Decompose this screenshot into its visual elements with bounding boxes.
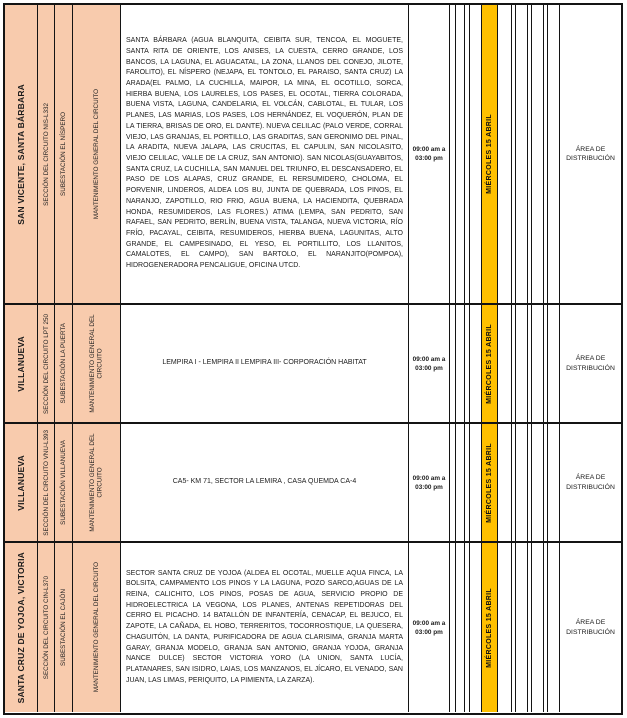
highlighted-day-cell (482, 5, 498, 303)
maintenance-type-label: MANTENIMIENTO GENERAL DEL CIRCUITO (88, 433, 104, 532)
substation-cell (55, 5, 73, 303)
empty-grid-cell (532, 424, 544, 541)
maintenance-type-label: MANTENIMIENTO GENERAL DEL CIRCUITO (92, 88, 100, 220)
empty-grid-cell (470, 305, 482, 422)
empty-grid-cell (456, 543, 465, 712)
empty-grid-cell (498, 543, 512, 712)
department-label: VILLANUEVA (16, 335, 26, 392)
outage-schedule-table (3, 3, 623, 715)
schedule-time-text: 09:00 am a 03:00 pm (412, 474, 446, 491)
schedule-row (5, 424, 621, 543)
maintenance-type-cell (73, 5, 122, 303)
highlighted-day-cell (482, 424, 498, 541)
substation-cell (55, 424, 73, 541)
empty-grid-cell (498, 424, 512, 541)
department-cell (5, 305, 38, 422)
maintenance-type-cell (73, 305, 122, 422)
affected-areas-cell (121, 424, 409, 541)
affected-areas-text: LEMPIRA I - LEMPIRA II LEMPIRA III- CORPORACIÓN HABITAT (162, 359, 367, 367)
distribution-area-label: ÁREA DE DISTRIBUCIÓN (566, 145, 615, 162)
circuit-section-cell (38, 543, 55, 712)
highlighted-day-cell (482, 305, 498, 422)
schedule-time-cell (409, 543, 450, 712)
schedule-time-cell (409, 5, 450, 303)
empty-grid-cell (470, 5, 482, 303)
maintenance-type-cell (73, 543, 122, 712)
circuit-section-label: SECCIÓN DEL CIRCUITO CIN-L370 (42, 575, 50, 680)
affected-areas-cell (121, 543, 409, 712)
schedule-time-cell (409, 424, 450, 541)
schedule-time-cell (409, 305, 450, 422)
empty-grid-cell (516, 543, 528, 712)
department-cell (5, 5, 38, 303)
circuit-section-cell (38, 305, 55, 422)
distribution-area-cell (560, 305, 621, 422)
empty-grid-cell (548, 543, 560, 712)
distribution-area-label: ÁREA DE DISTRIBUCIÓN (566, 619, 615, 636)
substation-label: SUBESTACIÓN LA PUERTA (59, 323, 67, 404)
substation-label: SUBESTACIÓN EL CAJÓN (59, 589, 67, 666)
maintenance-type-label: MANTENIMIENTO GENERAL DEL CIRCUITO (92, 562, 100, 693)
schedule-row (5, 305, 621, 424)
substation-label: SUBESTACIÓN VILLANUEVA (59, 440, 67, 525)
empty-grid-cell (532, 543, 544, 712)
empty-grid-cell (456, 5, 465, 303)
circuit-section-label: SECCIÓN DEL CIRCUITO VNU-L393 (42, 429, 50, 536)
empty-grid-cell (456, 305, 465, 422)
schedule-time-text: 09:00 am a 03:00 pm (412, 146, 446, 162)
schedule-row (5, 543, 621, 712)
highlighted-day-label: MIÉRCOLES 15 ABRIL (486, 442, 493, 523)
substation-cell (55, 543, 73, 712)
circuit-section-label: SECCIÓN DEL CIRCUITO NIS-L332 (42, 102, 50, 206)
empty-grid-cell (498, 305, 512, 422)
highlighted-day-label: MIÉRCOLES 15 ABRIL (486, 323, 493, 404)
highlighted-day-label: MIÉRCOLES 15 ABRIL (486, 114, 493, 194)
maintenance-type-label: MANTENIMIENTO GENERAL DEL CIRCUITO (88, 314, 104, 413)
department-label: SANTA CRUZ DE YOJOA, VICTORIA (16, 551, 26, 704)
substation-label: SUBESTACIÓN EL NÍSPERO (59, 112, 67, 196)
affected-areas-cell (121, 305, 409, 422)
empty-grid-cell (470, 424, 482, 541)
schedule-row (5, 5, 621, 305)
empty-grid-cell (548, 5, 560, 303)
distribution-area-cell (560, 424, 621, 541)
department-cell (5, 543, 38, 712)
circuit-section-cell (38, 424, 55, 541)
affected-areas-text: CA5- KM 71, SECTOR LA LEMIRA , CASA QUEMDA CA-4 (172, 478, 357, 486)
empty-grid-cell (498, 5, 512, 303)
distribution-area-cell (560, 543, 621, 712)
distribution-area-cell (560, 5, 621, 303)
empty-grid-cell (548, 305, 560, 422)
highlighted-day-cell (482, 543, 498, 712)
department-label: VILLANUEVA (16, 454, 26, 511)
empty-grid-cell (456, 424, 465, 541)
empty-grid-cell (548, 424, 560, 541)
circuit-section-label: SECCIÓN DEL CIRCUITO LPT 250 (42, 313, 50, 414)
empty-grid-cell (516, 424, 528, 541)
empty-grid-cell (516, 5, 528, 303)
empty-grid-cell (470, 543, 482, 712)
empty-grid-cell (532, 5, 544, 303)
schedule-time-text: 09:00 am a 03:00 pm (412, 355, 446, 372)
affected-areas-text: SANTA BÁRBARA (AGUA BLANQUITA, CEIBITA SUR, TENCOA, EL MOGUETE, SANTA RITA DE ORIENTE, LOS ANISES, LA CUESTA, CERRO GRANDE, LOS BANCOS, LA LAGUNA, EL AGUACATAL, LA ZONA, LLANOS DEL CONEJO, JILOTE, FAROLITO), EL NÍSPERO (NEJAPA, EL TONTOLO, EL PARAISO, SANTA CRUZ) LA ARADA(EL PALMO, LA CUCHILLA, MAIPOR, LA MINA, EL OCOTILLO, SORCA, HIERBA BUENA, LOS LAURELES, LOS PASES, EL OCOTAL, TIERRA COLORADA, BUENA VISTA, LAGUNA, CANDELARIA, EL VOLCÁN, CABLOTAL, EL TULAR, LOS PLANES, LAS MARIAS, LOS PASES, LOS HERNÁNDEZ, EL VOQUERÓN, PLAN DE LA TIERRA, BRISAS DE ORO, EL DANTE). NUEVA CELILAC (PALO VERDE, CORRAL VIEJO, LAS GRANJAS, EL PORTILLO, LAS GRADITAS, SAN GERONIMO DEL PINAL, LA ARADITA, NUEVA JALAPA, LAS CRUCITAS, EL CAPULIN, SAN NICOLASITO, VIEJO CELILAC, VALLE DE LA CRUZ, SAN ANTONIO). SAN NICOLAS(GUAYABITOS, SANTA CRUZ, LA CUCHILLA, SAN MANUEL DEL TRIUNFO, EL DESCANSADERO, EL PASO DE LOS ALAPAS, CRUZ GRANDE, EL RERSUMIDERO, CHOLOMA, EL PORVENIR, LINDEROS, ALDEA LOS BU, JUNTA DE QUEBRADA, LOS PINOS, EL NARANJO, ZAPOTILLO, RIO FRIO, AGUA BUENA, LA HACIENDITA, QUEBRADA HONDA, RESUMIDEROS, LAS FLORES.) ATIMA (LEMPA, SAN PEDRITO, SAN RAFAEL, SAN PEDRITO, BERLÍN, BUENA VISTA, TALANGA, NUEVA VICTORIA, RÍO FRÍO, PACAYAL, CEIBITA, RESUMIDEROS, HIERBA BUENA, LAGUNITAS, ALTO GRANDE, EL CAMPESINADO, EL YESO, EL PORTILLITO, LOS LLANITOS, CAMALOTES, EL CAMPO), SAN BARTOLO, EL NARANJITO(POMPOA), HIDROGENERADORA PENCALIGUE, OFICINA UTCD. (126, 37, 403, 270)
department-label: SAN VICENTE, SANTA BÁRBARA (16, 83, 26, 225)
circuit-section-cell (38, 5, 55, 303)
highlighted-day-label: MIÉRCOLES 15 ABRIL (486, 587, 493, 668)
department-cell (5, 424, 38, 541)
affected-areas-cell (121, 5, 409, 303)
substation-cell (55, 305, 73, 422)
schedule-time-text: 09:00 am a 03:00 pm (412, 619, 446, 636)
maintenance-type-cell (73, 424, 122, 541)
empty-grid-cell (532, 305, 544, 422)
empty-grid-cell (516, 305, 528, 422)
distribution-area-label: ÁREA DE DISTRIBUCIÓN (566, 355, 615, 372)
distribution-area-label: ÁREA DE DISTRIBUCIÓN (566, 474, 615, 491)
affected-areas-text: SECTOR SANTA CRUZ DE YOJOA (ALDEA EL OCOTAL, MUELLE AQUA FINCA, LA BOLSITA, CAMPAMENTO LOS PINOS Y LA LAGUNA, POZO SARCO,AGUAS DE LA REINA, CALICHITO, LOS PINOS, POSAS DE AGUA, SERVICIO PROPIO DE HIDROELECTRICA LA VEGONA, LOS PLANES, ANTENAS REPETIDORAS DEL CERRO EL PICACHO. 14 BATALLÓN DE INFANTERÍA, CENACAP, EL BEJUCO, EL ZAPOTE, LA CAÑADA, EL HOBO, TERRERITOS, TOCORROSTIQUE, LA QUESERA, CHAGUITÓN, LA DANTA, PURIFICADORA DE AGUA CLARISIMA, GRANJA MARTA GARAY, GRANJA MODELO, GRANJA SAN ANTONIO, GRANJA YOJOA, GRANJA NANCE DULCE) SECTOR VICTORIA YORO (LA UNION, SANTA LUCÍA, PLATANARES, SAN ISIDRO, LAIAS, LOS MANZANOS, EL JÍCARO, EL VENADO, SAN JUAN, LAS LIMAS, PERIQUITO, LA PIMIENTA, LA ZARZA). (126, 569, 403, 684)
